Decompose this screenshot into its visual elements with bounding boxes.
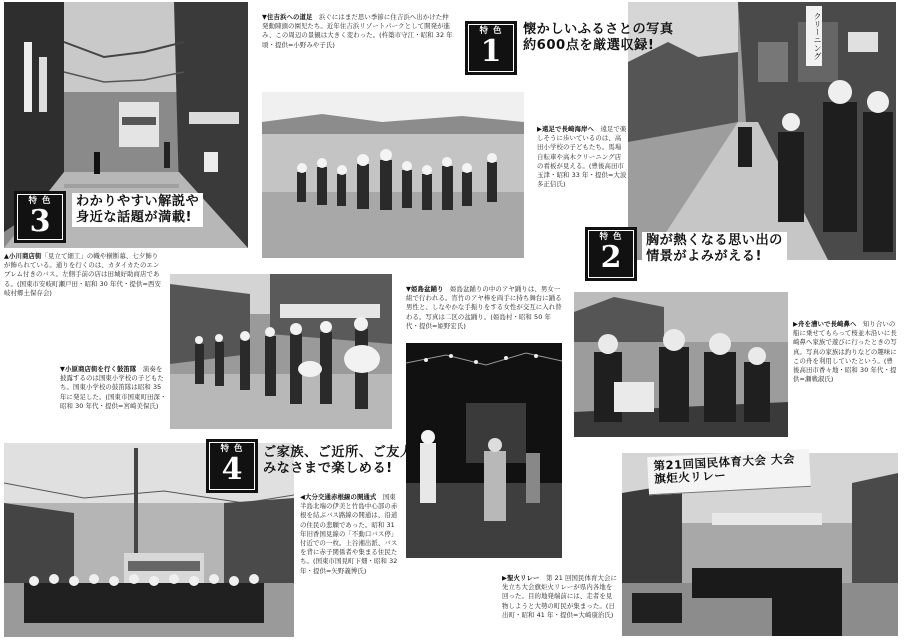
caption-fune <box>793 320 899 384</box>
caption-title: ▶聖火リレー <box>502 574 540 582</box>
feature-heading-2: 胸が熱くなる思い出の 情景がよみがえる! <box>642 232 787 266</box>
feature-badge-label: 特 色 <box>479 26 503 36</box>
caption-body: 知り合いの船に乗せてもらって桜並木沿いに長崎鼻へ家族で遊びに行ったときの写真。写真の家族は釣りなどの趣味にこの舟を利用していたという。(豊後高田市香々地・昭和 30 年代・提供=瀬戦淑氏) <box>793 320 897 384</box>
caption-title: ▶遠足で長崎海岸へ <box>537 125 594 133</box>
caption-title: ▼小原商店街を行く鼓笛隊 <box>60 365 137 373</box>
feature-badge-number: 3 <box>29 204 51 239</box>
feature-heading-4: ご家族、ご近所、ご友人 みなさまで楽しめる! <box>263 445 414 477</box>
feature-badge-number: 4 <box>221 452 243 487</box>
caption-body: 遠足で楽しそうに歩いているのは、高田小学校の子どもたち。馬場自転車や高木クリーニング店の看板が見える。(豊後高田市玉津・昭和 33 年・提供=大波多正信氏) <box>537 125 627 189</box>
caption-kogawa <box>4 252 164 298</box>
caption-title: ▶舟を漕いで長崎鼻へ <box>793 320 857 328</box>
feature-badge-number: 1 <box>480 34 502 69</box>
feature-heading-1: 懐かしいふるさとの写真 約600点を厳選収録! <box>523 22 674 54</box>
feature-badge-3 <box>14 191 66 243</box>
feature-badge-4 <box>206 439 258 493</box>
caption-body: 演奏を披露するのは国東小学校の子どもたち。国東小学校の鼓笛隊は昭和 35 年に発足した。(国東市国東町田深・昭和 30 年代・提供=宮崎美保氏) <box>60 365 167 410</box>
caption-odori <box>406 285 562 331</box>
feature-badge-label: 特 色 <box>220 444 244 454</box>
feature-badge-label: 特 色 <box>28 196 52 206</box>
caption-title: ▼住吉浜への道足 <box>262 13 313 21</box>
photo-family-boat <box>574 292 788 437</box>
feature-badge-label: 特 色 <box>599 232 623 242</box>
feature-badge-1 <box>465 21 517 75</box>
caption-body: 姫島盆踊りの中のアヤ踊りは、男女一組で行われる。宵竹のアヤ棒を両手に持ち舞台に踊る男性と、しなやかな手振りをする女性が交互に入れ替わる。写真は二区の盆踊り。(姫島村・昭和 50 年代・提供=姫野宏氏) <box>406 285 562 330</box>
caption-title: ▼姫島盆踊り <box>406 285 444 293</box>
feature-badge-2 <box>585 227 637 281</box>
caption-seika <box>502 574 618 620</box>
caption-suminoe <box>262 13 454 50</box>
torch-relay-banner: 第21回国民体育大会 大会旗炬火リレー <box>647 449 811 495</box>
caption-body: 浜ぐにはまだ思い季節に住吉浜へ出かけた仲発動陳頭の園児たち。近年住吉浜リゾートパークとして開発が進み、この周辺の景観は大きく変わった。(杵築市守江・昭和 32 年頃・提供=小野みや子氏) <box>262 13 453 49</box>
caption-body: 「見立て細工」の幟や横断幕、七夕飾りが飾られている。通りを行くのは、カタイカたのエンブレム付きのバス。左側手前の店は田城好助商店である。(国東市安岐町瀬戸田・昭和 30 年代・提供=西安岐村郷土保存会) <box>4 252 161 297</box>
shop-sign: クリーニング <box>806 6 822 66</box>
feature-heading-3: わかりやすい解説や 身近な話題が満載! <box>72 193 203 227</box>
caption-kaitsu <box>300 493 398 576</box>
photo-bon-odori <box>406 343 562 558</box>
caption-title: ◀大分交通赤根線の開通式 <box>300 493 377 501</box>
photo-suminoe-beach <box>262 92 524 258</box>
caption-hayashi <box>537 125 627 189</box>
caption-body: 第 21 回国民体育大会に先立ち大会旗炬火リレーが県内各地を回った。目的地発端前には、走者を見物しようと大勢の町民が集まった。(日出町・昭和 41 年・提供=大崎康治氏) <box>502 574 617 619</box>
caption-kodaira <box>60 365 168 411</box>
photo-marching-band <box>170 274 392 429</box>
caption-body: 国東半島北端の伊美と竹島中心部の赤根を結ぶバス路線の開通は、沿道の住民の悲願であった。昭和 31 年旧香国見線の「不動口バス停」付近での一枚。上谷湘出派、バスを背に赤子関係者や集まる住民たち。(国東市国見町下畑・昭和 32 年・提供=矢野義博氏) <box>300 493 398 575</box>
caption-title: ▲小川商店街 <box>4 252 42 260</box>
feature-badge-number: 2 <box>600 240 622 275</box>
